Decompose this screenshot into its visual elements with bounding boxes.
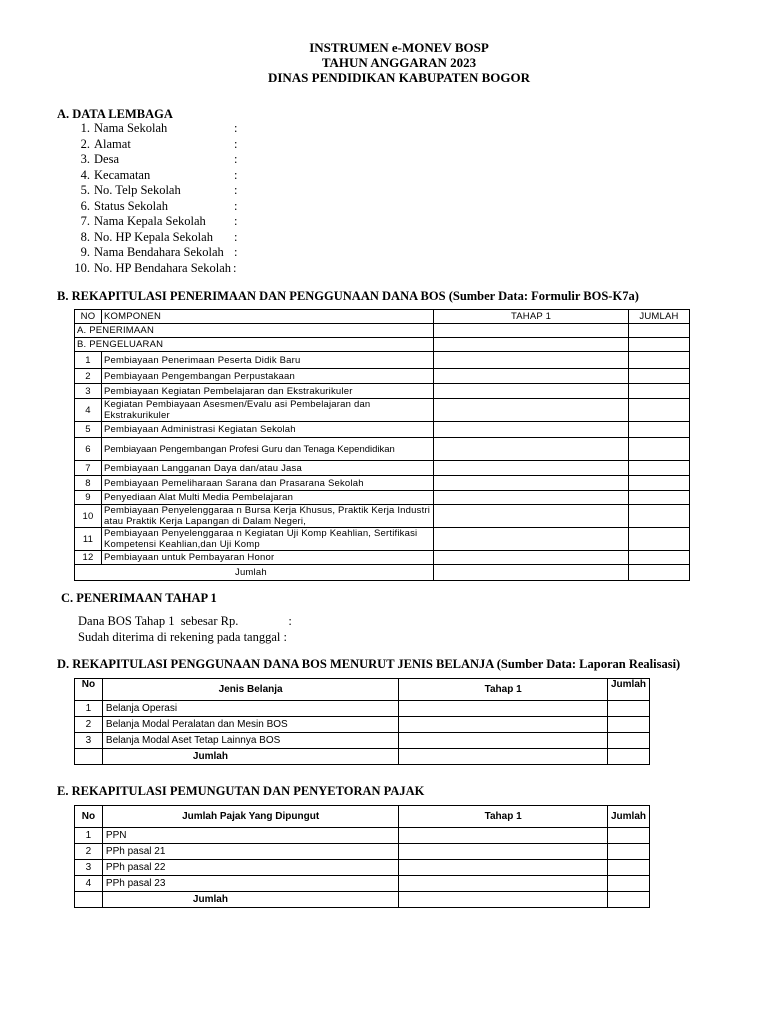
field-colon: : — [233, 260, 237, 275]
jumlah-cell[interactable] — [629, 369, 690, 384]
pengeluaran-label: B. PENGELUARAN — [75, 338, 434, 352]
table-row — [75, 505, 690, 528]
table-total-row — [75, 749, 650, 765]
tahap-cell[interactable] — [434, 399, 629, 422]
row-number: 4 — [75, 876, 103, 892]
field-number: 1. — [80, 121, 90, 135]
header-title: INSTRUMEN e-MONEV BOSP — [309, 40, 489, 55]
jumlah-cell[interactable] — [629, 422, 690, 438]
field-row — [74, 136, 238, 153]
tahap-total-cell[interactable] — [434, 565, 629, 581]
section-c-body — [78, 613, 292, 645]
header-jenis-pajak: Jumlah Pajak Yang Dipungut — [102, 806, 398, 828]
blank-cell — [75, 749, 103, 765]
header-jumlah: Jumlah — [607, 679, 649, 701]
section-b-title: B. REKAPITULASI PENERIMAAN DAN PENGGUNAAN DANA BOS (Sumber Data: Formulir BOS-K7a) — [57, 289, 639, 303]
row-komponen: Pembiayaan Kegiatan Pembelajaran dan Ekstrakurikuler — [102, 384, 434, 399]
header-year: TAHUN ANGGARAN 2023 — [321, 55, 477, 70]
row-komponen: Pembiayaan Pengembangan Profesi Guru dan Tenaga Kependidikan — [102, 438, 434, 461]
tahap-cell[interactable] — [434, 476, 629, 491]
table-total-row — [75, 565, 690, 581]
jumlah-cell[interactable] — [629, 551, 690, 565]
institution-fields — [74, 121, 238, 276]
jumlah-cell[interactable] — [629, 461, 690, 476]
total-label: Jumlah — [102, 749, 398, 765]
jumlah-cell[interactable] — [629, 324, 690, 338]
row-number: 5 — [75, 422, 102, 438]
table-row — [75, 369, 690, 384]
section-e-title: E. REKAPITULASI PEMUNGUTAN DAN PENYETORAN PAJAK — [57, 784, 425, 798]
field-row — [74, 245, 238, 261]
tahap-cell[interactable] — [434, 551, 629, 565]
table-total-row — [75, 892, 650, 908]
table-row — [75, 491, 690, 505]
field-colon: : — [234, 121, 238, 135]
table-row — [75, 876, 650, 892]
field-label: Nama Kepala Sekolah — [94, 214, 206, 228]
field-number: 10. — [74, 260, 90, 275]
table-row — [75, 438, 690, 461]
tahap-cell[interactable] — [434, 338, 629, 352]
table-header-row — [75, 679, 650, 701]
row-number: 8 — [75, 476, 102, 491]
table-row — [75, 844, 650, 860]
header-tahap: Tahap 1 — [399, 806, 608, 828]
row-number: 11 — [75, 528, 102, 551]
field-number: 6. — [80, 198, 90, 213]
field-row — [74, 214, 238, 230]
row-number: 1 — [75, 352, 102, 369]
field-label: No. HP Kepala Sekolah — [94, 229, 213, 244]
row-komponen: Pembiayaan Langganan Daya dan/atau Jasa — [102, 461, 434, 476]
row-komponen: Pembiayaan Pemeliharaan Sarana dan Prasarana Sekolah — [102, 476, 434, 491]
field-number: 7. — [80, 214, 90, 228]
table-row — [75, 476, 690, 491]
table-row — [75, 528, 690, 551]
table-row — [75, 399, 690, 422]
table-row — [75, 733, 650, 749]
tahap-cell[interactable] — [434, 324, 629, 338]
row-number: 2 — [75, 844, 103, 860]
field-label: Desa — [94, 152, 119, 166]
row-number: 2 — [75, 369, 102, 384]
row-number: 3 — [75, 860, 103, 876]
jumlah-cell[interactable] — [629, 384, 690, 399]
tahap-cell[interactable] — [434, 505, 629, 528]
row-komponen: Pembiayaan Penerimaan Peserta Didik Baru — [102, 352, 434, 369]
jumlah-total-cell[interactable] — [607, 892, 649, 908]
field-number: 4. — [80, 167, 90, 182]
jumlah-cell[interactable] — [607, 717, 649, 733]
tahap-total-cell[interactable] — [399, 892, 608, 908]
jumlah-cell[interactable] — [607, 844, 649, 860]
header-jumlah: JUMLAH — [629, 310, 690, 324]
jumlah-cell[interactable] — [629, 491, 690, 505]
table-row — [75, 352, 690, 369]
jumlah-cell[interactable] — [607, 701, 649, 717]
row-komponen: Pembiayaan Pengembangan Perpustakaan — [102, 369, 434, 384]
header-tahap: Tahap 1 — [399, 679, 608, 701]
total-label: Jumlah — [102, 892, 398, 908]
pajak-table — [74, 805, 650, 908]
field-row — [74, 229, 238, 246]
row-komponen: Kegiatan Pembiayaan Asesmen/Evalu asi Pembelajaran dan Ekstrakurikuler — [102, 399, 434, 422]
table-row — [75, 717, 650, 733]
tahap-cell[interactable] — [434, 369, 629, 384]
jumlah-cell[interactable] — [629, 505, 690, 528]
header-no: NO — [75, 310, 102, 324]
field-number: 2. — [80, 136, 90, 151]
tahap-cell[interactable] — [399, 876, 608, 892]
table-row — [75, 324, 690, 338]
row-pajak: PPh pasal 23 — [102, 876, 398, 892]
tahap-cell[interactable] — [399, 717, 608, 733]
tahap-cell[interactable] — [434, 438, 629, 461]
field-label: Kecamatan — [94, 167, 151, 182]
tahap-cell[interactable] — [434, 384, 629, 399]
field-row — [74, 167, 238, 184]
tahap-cell[interactable] — [399, 733, 608, 749]
field-row — [74, 121, 238, 137]
rekening-line: Sudah diterima di rekening pada tanggal : — [78, 630, 287, 644]
row-number: 2 — [75, 717, 103, 733]
dana-bos-line: Dana BOS Tahap 1 sebesar Rp. : — [78, 614, 292, 628]
section-a-title: A. DATA LEMBAGA — [57, 107, 173, 121]
row-number: 3 — [75, 384, 102, 399]
tahap-cell[interactable] — [434, 352, 629, 369]
tahap-cell[interactable] — [399, 701, 608, 717]
table-header-row — [75, 806, 650, 828]
row-pajak: PPh pasal 21 — [102, 844, 398, 860]
field-row — [74, 198, 238, 215]
table-row — [75, 384, 690, 399]
jumlah-total-cell[interactable] — [629, 565, 690, 581]
table-row — [75, 701, 650, 717]
section-c-title: C. PENERIMAAN TAHAP 1 — [61, 591, 217, 605]
field-colon: : — [234, 167, 238, 182]
total-label: Jumlah — [75, 565, 434, 581]
jumlah-cell[interactable] — [607, 860, 649, 876]
row-number: 4 — [75, 399, 102, 422]
field-label: Nama Bendahara Sekolah — [94, 245, 224, 259]
field-row — [74, 183, 238, 199]
section-d-title: D. REKAPITULASI PENGGUNAAN DANA BOS MENURUT JENIS BELANJA (Sumber Data: Laporan Realisasi) — [57, 657, 681, 671]
row-number: 1 — [75, 701, 103, 717]
field-label: Alamat — [94, 136, 131, 151]
jumlah-cell[interactable] — [607, 876, 649, 892]
jumlah-cell[interactable] — [629, 338, 690, 352]
table-row — [75, 860, 650, 876]
row-number: 12 — [75, 551, 102, 565]
jumlah-cell[interactable] — [607, 733, 649, 749]
field-colon: : — [234, 214, 238, 228]
row-number: 1 — [75, 828, 103, 844]
table-row — [75, 338, 690, 352]
row-pajak: PPh pasal 22 — [102, 860, 398, 876]
row-komponen: Pembiayaan Administrasi Kegiatan Sekolah — [102, 422, 434, 438]
tahap-cell[interactable] — [399, 828, 608, 844]
row-komponen: Pembiayaan Penyelenggaraa n Kegiatan Uji Komp Keahlian, Sertifikasi Kompetensi Keahlian,dan Uji Komp — [102, 528, 434, 551]
field-label: Status Sekolah — [94, 198, 168, 213]
field-colon: : — [234, 245, 238, 259]
field-colon: : — [234, 229, 238, 244]
tahap-cell[interactable] — [399, 860, 608, 876]
row-number: 3 — [75, 733, 103, 749]
table-row — [75, 461, 690, 476]
document-header — [0, 40, 768, 85]
table-header-row — [75, 310, 690, 324]
table-row — [75, 551, 690, 565]
field-colon: : — [234, 152, 238, 166]
table-row — [75, 828, 650, 844]
tahap-cell[interactable] — [434, 422, 629, 438]
field-label: No. HP Bendahara Sekolah — [94, 260, 232, 275]
row-number: 7 — [75, 461, 102, 476]
row-komponen: Penyediaan Alat Multi Media Pembelajaran — [102, 491, 434, 505]
jumlah-total-cell[interactable] — [607, 749, 649, 765]
field-label: Nama Sekolah — [94, 121, 168, 135]
field-number: 9. — [80, 245, 90, 259]
row-number: 10 — [75, 505, 102, 528]
header-tahap: TAHAP 1 — [434, 310, 629, 324]
header-komponen: KOMPONEN — [102, 310, 434, 324]
tahap-cell[interactable] — [434, 528, 629, 551]
tahap-cell[interactable] — [434, 491, 629, 505]
jumlah-cell[interactable] — [607, 828, 649, 844]
row-jenis: Belanja Operasi — [102, 701, 398, 717]
jumlah-cell[interactable] — [629, 476, 690, 491]
field-colon: : — [234, 136, 238, 151]
field-colon: : — [234, 198, 238, 213]
row-pajak: PPN — [102, 828, 398, 844]
row-komponen: Pembiayaan untuk Pembayaran Honor — [102, 551, 434, 565]
row-number: 6 — [75, 438, 102, 461]
header-jenis: Jenis Belanja — [102, 679, 398, 701]
field-colon: : — [234, 183, 238, 197]
jumlah-cell[interactable] — [629, 352, 690, 369]
bos-recap-table — [74, 309, 690, 581]
header-no: No — [75, 806, 103, 828]
tahap-cell[interactable] — [399, 844, 608, 860]
header-jumlah: Jumlah — [607, 806, 649, 828]
row-komponen: Pembiayaan Penyelenggaraa n Bursa Kerja Khusus, Praktik Kerja Industri atau Praktik Kerja Lapangan di Dalam Negeri, — [102, 505, 434, 528]
field-row — [74, 260, 237, 277]
table-row — [75, 422, 690, 438]
tahap-cell[interactable] — [434, 461, 629, 476]
row-jenis: Belanja Modal Aset Tetap Lainnya BOS — [102, 733, 398, 749]
header-no: No — [75, 679, 103, 701]
jenis-belanja-table — [74, 678, 650, 765]
jumlah-cell[interactable] — [629, 399, 690, 422]
penerimaan-label: A. PENERIMAAN — [75, 324, 434, 338]
field-number: 8. — [80, 229, 90, 244]
jumlah-cell[interactable] — [629, 438, 690, 461]
blank-cell — [75, 892, 103, 908]
tahap-total-cell[interactable] — [399, 749, 608, 765]
row-number: 9 — [75, 491, 102, 505]
field-label: No. Telp Sekolah — [94, 183, 181, 197]
header-agency: DINAS PENDIDIKAN KABUPATEN BOGOR — [267, 70, 531, 85]
row-jenis: Belanja Modal Peralatan dan Mesin BOS — [102, 717, 398, 733]
jumlah-cell[interactable] — [629, 528, 690, 551]
field-number: 3. — [80, 152, 90, 166]
field-row — [74, 152, 238, 168]
field-number: 5. — [80, 183, 90, 197]
